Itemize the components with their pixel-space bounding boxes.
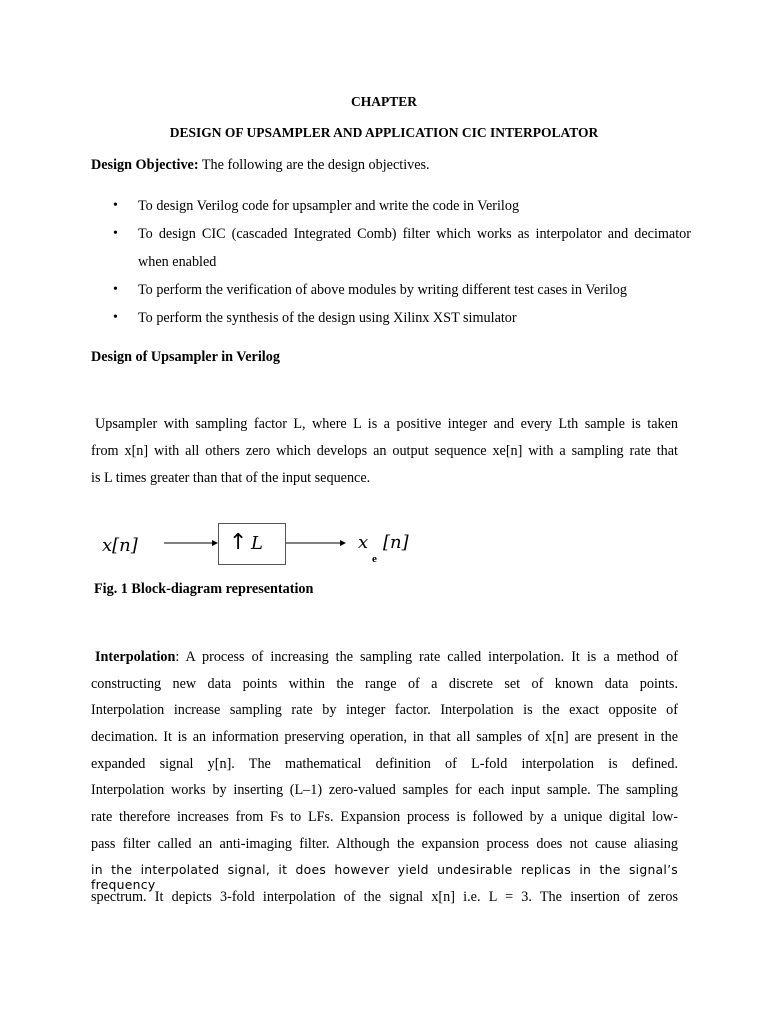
- upsampler-block: [218, 523, 286, 565]
- design-objective: [91, 158, 430, 172]
- paragraph-line: in the interpolated signal, it does however yield undesirable replicas in the signal’s frequency: [91, 862, 678, 892]
- section-heading: Design of Upsampler in Verilog: [91, 349, 280, 365]
- paragraph-line: expanded signal y[n]. The mathematical definition of L-fold interpolation is defined.: [91, 756, 678, 772]
- paragraph-line: Interpolation increase sampling rate by integer factor. Interpolation is the exact opposite of: [91, 702, 678, 718]
- paragraph-line: Interpolation works by inserting (L–1) zero-valued samples for each input sample. The sampling: [91, 782, 678, 798]
- output-signal-subscript: e: [372, 553, 377, 565]
- bullet-icon: •: [113, 282, 118, 297]
- paragraph-line: pass filter called an anti-imaging filter. Although the expansion process does not cause aliasing: [91, 836, 678, 852]
- paragraph-line: from x[n] with all others zero which develops an output sequence xe[n] with a sampling rate that: [91, 443, 678, 459]
- paragraph-line: Upsampler with sampling factor L, where L is a positive integer and every Lth sample is taken: [95, 416, 678, 432]
- design-objective-text: The following are the design objectives.: [198, 157, 430, 173]
- chapter-label: CHAPTER: [350, 94, 417, 109]
- interpolation-term: Interpolation: [95, 649, 176, 665]
- design-objective-label: Design Objective:: [91, 157, 199, 173]
- input-arrow-icon: [164, 537, 220, 549]
- output-signal-index: [n]: [383, 532, 409, 553]
- output-arrow-icon: [286, 537, 346, 549]
- up-arrow-icon: ↑: [229, 530, 248, 555]
- list-item-text: To perform the verification of above modules by writing different test cases in Verilog: [138, 282, 627, 298]
- paragraph-line: decimation. It is an information preserving operation, in that all samples of x[n] are present in the: [91, 729, 678, 745]
- paragraph-line: rate therefore increases from Fs to LFs. Expansion process is followed by a unique digital low-: [91, 809, 678, 825]
- chapter-title: DESIGN OF UPSAMPLER AND APPLICATION CIC INTERPOLATOR: [169, 125, 599, 140]
- output-signal-label: x: [358, 532, 369, 553]
- paragraph-line: constructing new data points within the range of a discrete set of known data points.: [91, 676, 678, 692]
- list-item-text: To design Verilog code for upsampler and write the code in Verilog: [138, 198, 520, 214]
- bullet-icon: •: [113, 198, 118, 213]
- paragraph-line: spectrum. It depicts 3-fold interpolation of the signal x[n] i.e. L = 3. The insertion of zeros: [91, 889, 678, 905]
- figure-caption: Fig. 1 Block-diagram representation: [94, 581, 314, 597]
- list-item-text: To design CIC (cascaded Integrated Comb) filter which works as interpolator and decimator when enabled: [138, 226, 691, 270]
- block-factor-label: L: [251, 533, 263, 554]
- paragraph-line: is L times greater than that of the input sequence.: [91, 470, 371, 486]
- list-item-text: To perform the synthesis of the design using Xilinx XST simulator: [138, 310, 517, 326]
- bullet-icon: •: [113, 226, 118, 241]
- paragraph-line: Interpolation: A process of increasing the sampling rate called interpolation. It is a method of: [95, 649, 678, 665]
- input-signal-label: x[n]: [102, 535, 138, 556]
- bullet-icon: •: [113, 310, 118, 325]
- block-diagram: [90, 515, 490, 571]
